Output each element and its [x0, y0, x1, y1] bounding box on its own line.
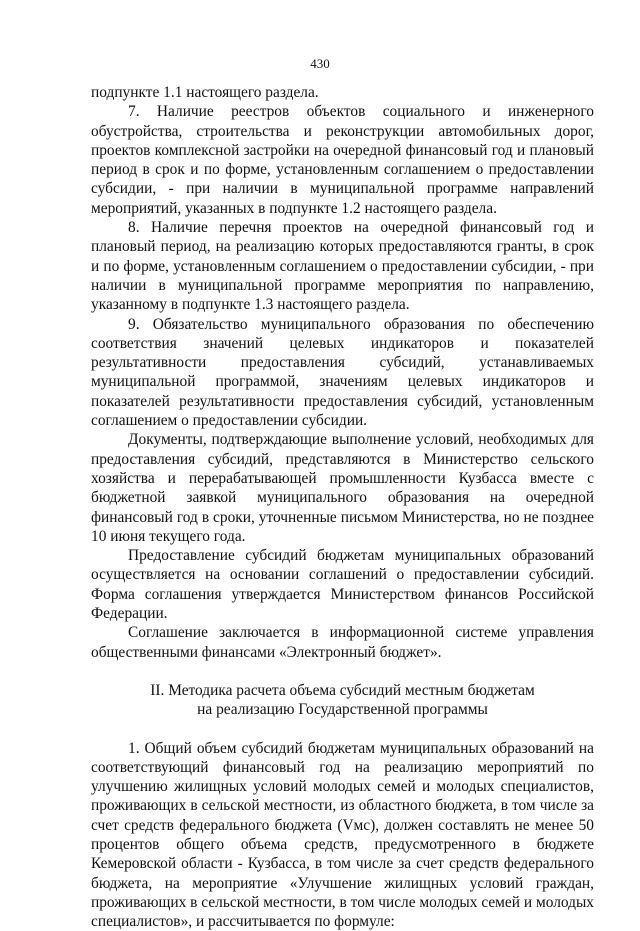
- paragraph-item-9: 9. Обязательство муниципального образования по обеспечению соответствия значений целевых индикаторов и показателей результативности предоставления субсидий, устанавливаемых муниципальной программой, значениям целевых индикаторов и показателей результативности предоставления субсидий, установленным соглашением о предоставлении субсидии.: [91, 315, 594, 431]
- paragraph-item-8: 8. Наличие перечня проектов на очередной финансовый год и плановый период, на реализацию которых предоставляются гранты, в срок и по форме, установленным соглашением о предоставлении субсидии, - при наличии в муниципальной программе мероприятия по направлению, указанному в подпункте 1.3 настоящего раздела.: [91, 218, 594, 314]
- paragraph-section-item-1: 1. Общий объем субсидий бюджетам муниципальных образований на соответствующий финансовый год на реализацию мероприятий по улучшению жилищных условий молодых семей и молодых специалистов, проживающих в сельской местности, из областного бюджета, в том числе за счет средств федерального бюджета (Vмс), должен составлять не менее 50 процентов общего объема средств, предусмотренного в бюджете Кемеровской области - Кузбасса, в том числе за счет средств федерального бюджета, на мероприятие «Улучшение жилищных условий граждан, проживающих в сельской местности, в том числе молодых семей и молодых специалистов», и рассчитывается по формуле:: [91, 739, 594, 931]
- section-heading: [91, 681, 594, 720]
- paragraph-item-7: 7. Наличие реестров объектов социального и инженерного обустройства, строительства и реконструкции автомобильных дорог, проектов комплексной застройки на очередной финансовый год и плановый период в срок и по форме, установленным соглашением о предоставлении субсидии, - при наличии в муниципальной программе направлений мероприятий, указанных в подпункте 1.2 настоящего раздела.: [91, 102, 594, 218]
- paragraph-subsidy-provision: Предоставление субсидий бюджетам муниципальных образований осуществляется на основании соглашений о предоставлении субсидий. Форма соглашения утверждается Министерством финансов Российской Федерации.: [91, 546, 594, 623]
- paragraph-agreement: Соглашение заключается в информационной системе управления общественными финансами «Электронный бюджет».: [91, 623, 594, 662]
- section-heading-line-1: II. Методика расчета объема субсидий местным бюджетам: [91, 681, 594, 700]
- page-number: 430: [0, 56, 640, 72]
- paragraph-continuation: подпункте 1.1 настоящего раздела.: [91, 83, 594, 102]
- document-body: [91, 83, 594, 931]
- paragraph-documents: Документы, подтверждающие выполнение условий, необходимых для предоставления субсидий, представляются в Министерство сельского хозяйства и перерабатывающей промышленности Кузбасса вместе с бюджетной заявкой муниципального образования на очередной финансовый год в сроки, уточненные письмом Министерства, но не позднее 10 июня текущего года.: [91, 430, 594, 546]
- section-heading-line-2: на реализацию Государственной программы: [91, 700, 594, 719]
